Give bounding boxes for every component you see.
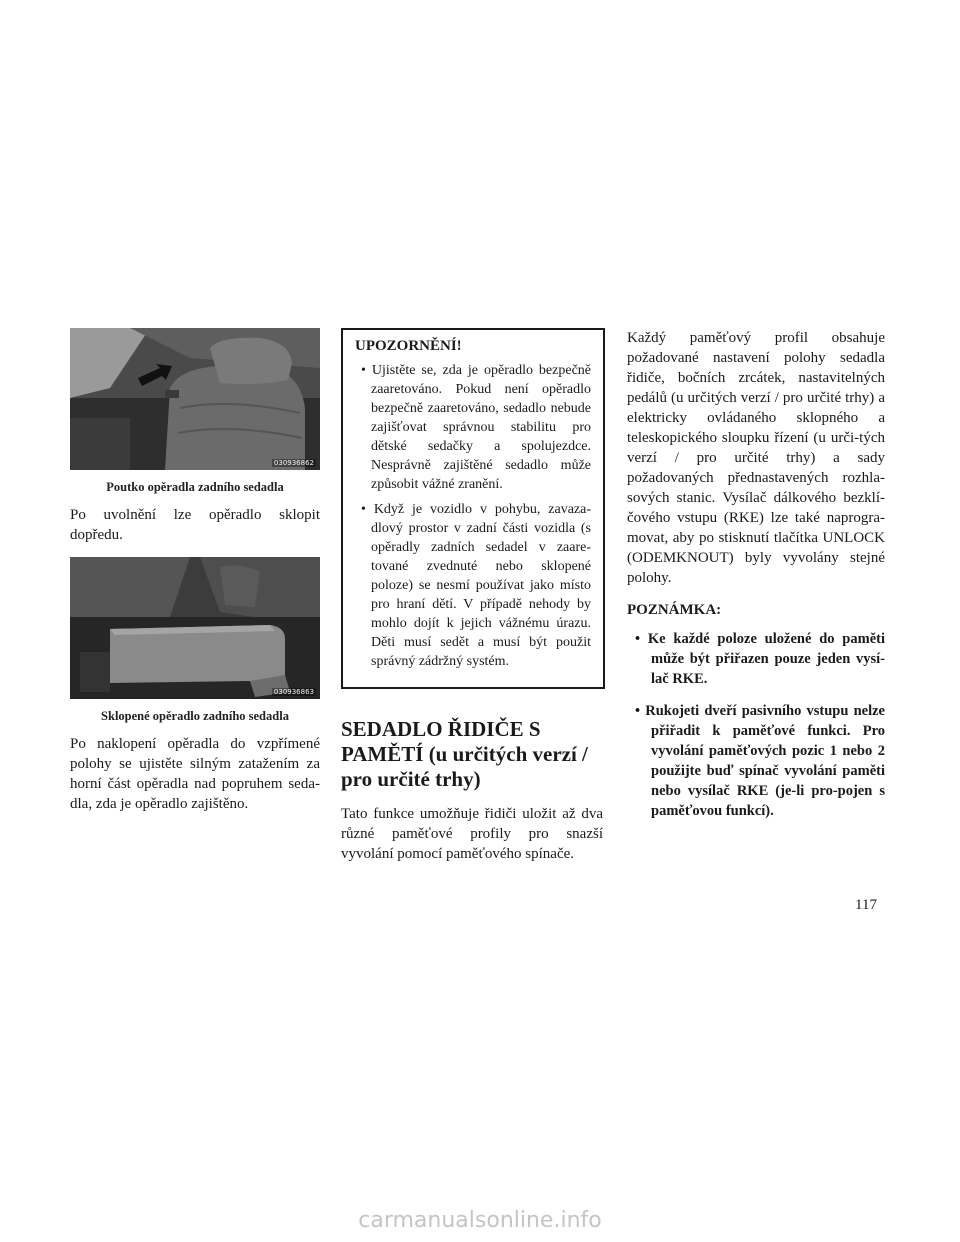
figure-code: 030936862 (273, 459, 314, 467)
seatback-strap-illustration (70, 328, 320, 470)
left-column (70, 328, 320, 826)
paragraph: Po uvolnění lze opěradlo sklopit dopředu. (70, 507, 320, 543)
figure-caption: Poutko opěradla zadního sedadla (106, 480, 284, 494)
folded-seatback-illustration (70, 557, 320, 699)
right-column (627, 328, 885, 833)
section-title: SEDADLO ŘIDIČE S PAMĚTÍ (u určitých verzí / pro určité trhy) (341, 717, 588, 791)
figure-folded-seatback-photo (70, 557, 320, 699)
note-item: • Rukojeti dveří pasivního vstupu nelze přiřadit k paměťové funkci. Pro vyvolání paměťových pozic 1 nebo 2 použijte buď spínač vyvolání paměti nebo vysílač RKE (je-li pro-pojen s paměťovou funkcí). (627, 701, 885, 821)
warning-item: • Když je vozidlo v pohybu, zavaza-dlový prostor v zadní části vozidla (s opěradly zadních sedadel v zaare-tované zvednuté nebo sklopené poloze) se nesmí používat jako místo pro hraní dětí. V případě nehody by mohlo dojít k jejich vážnému úrazu. Děti musí sedět a musí být použit správný zádržný systém. (355, 500, 591, 671)
note-list (627, 629, 885, 821)
warning-box (341, 328, 605, 689)
note-item: • Ke každé poloze uložené do paměti může být přiřazen pouze jeden vysí-lač RKE. (627, 629, 885, 689)
figure-caption: Sklopené opěradlo zadního sedadla (101, 709, 289, 723)
page-number: 117 (855, 897, 877, 913)
warning-title: UPOZORNĚNÍ! (355, 338, 462, 354)
warning-list (355, 361, 591, 671)
paragraph: Každý paměťový profil obsahuje požadované nastavení polohy sedadla řidiče, bočních zrcátek, nastavitelných pedálů (u určitých verzí / pro určité trhy) a elektricky ovládaného sklopného a teleskopického sloupku řízení (u urči-tých verzí / pro určité trhy) a sady požadovaných přednastavených rozhla-sových stanic. Vysílač dálkového bezklí-čového vstupu (RKE) lze také naprogra-movat, aby po stisknutí tlačítka UNLOCK (ODEMKNOUT) byly vyvolány stejné polohy. (627, 330, 885, 586)
middle-column (341, 328, 603, 876)
figure-code: 030936863 (273, 688, 314, 696)
warning-item: • Ujistěte se, zda je opěradlo bezpečně zaaretováno. Pokud není opěradlo bezpečně zaaretováno, sedadlo nebude zajišťovat správnou stabilitu pro dětské sedačky a spolujezdce. Nesprávně zajištěné sedadlo může způsobit vážné zranění. (355, 361, 591, 494)
figure-seatback-strap-photo (70, 328, 320, 470)
paragraph: Tato funkce umožňuje řidiči uložit až dva různé paměťové profily pro snazší vyvolání pomocí paměťového spínače. (341, 806, 603, 862)
watermark: carmanualsonline.info (358, 1208, 602, 1233)
note-title: POZNÁMKA: (627, 602, 722, 618)
paragraph: Po naklopení opěradla do vzpřímené polohy se ujistěte silným zatažením za horní část opěradla nad popruhem seda-dla, zda je opěradlo zajištěno. (70, 736, 320, 812)
